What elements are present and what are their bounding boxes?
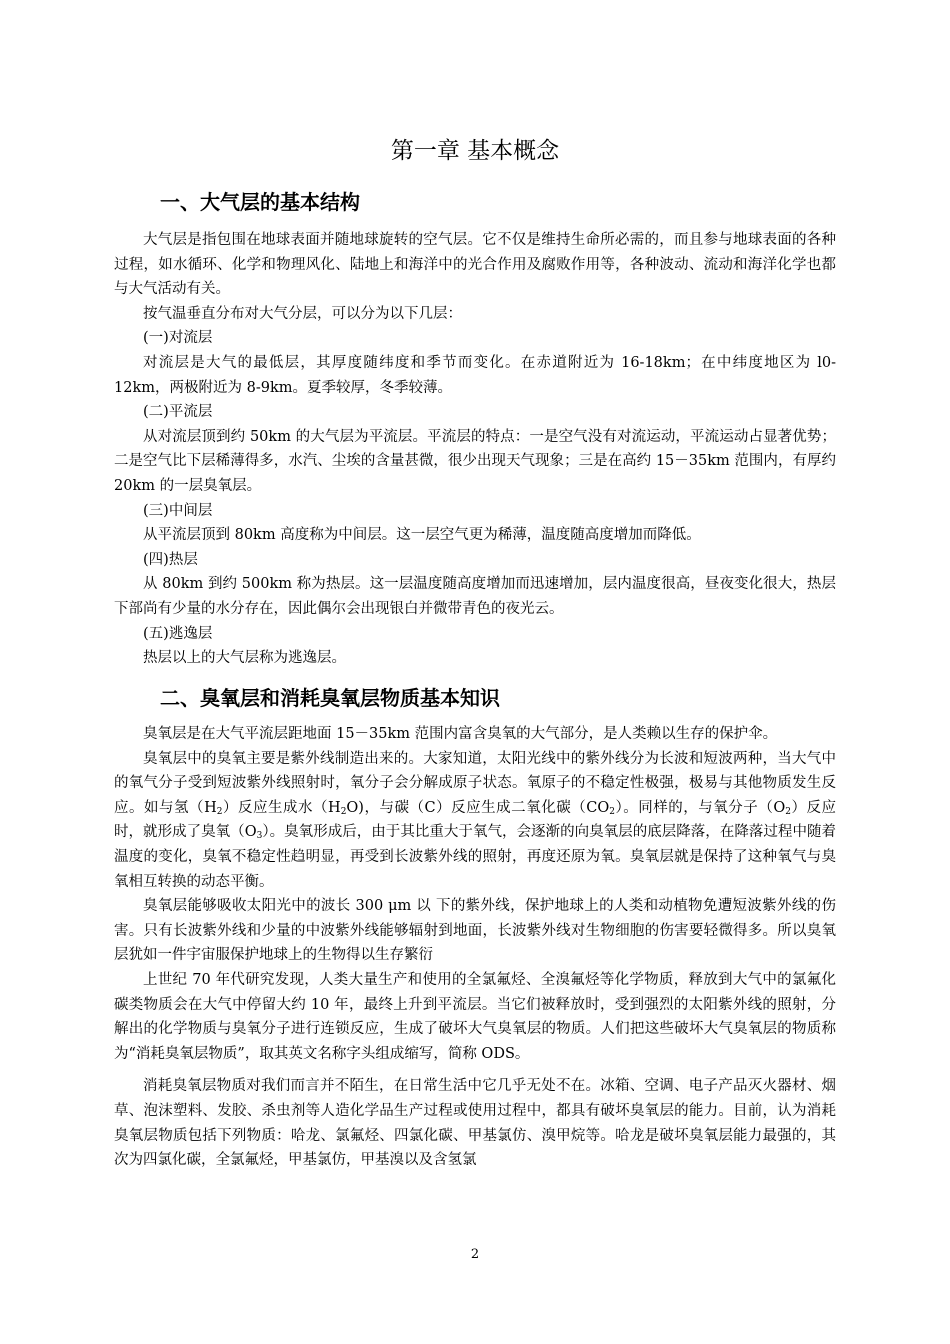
page-number: 2 — [470, 1247, 480, 1262]
subscript: 2 — [609, 806, 615, 817]
section-heading-ozone: 二、臭氧层和消耗臭氧层物质基本知识 — [160, 686, 500, 710]
text-run: ）。臭氧形成后，由于其比重大于氧气，会逐渐的向臭氧层的底层降落，在降落过程中随着温度的变化，臭氧不稳定性趋明显，再受到长波紫外线的照射，再度还原为氧。臭氧层就是保持了这种氧气与臭氧相互转换的动态平衡。 — [114, 824, 836, 890]
paragraph: 从平流层顶到 80km 高度称为中间层。这一层空气更为稀薄，温度随高度增加而降低。 — [143, 527, 701, 544]
section-body-ozone — [114, 722, 836, 1173]
paragraph: 臭氧层是在大气平流层距地面 15－35km 范围内富含臭氧的大气部分，是人类赖以生存的保护伞。 — [143, 726, 778, 742]
section-heading-atmosphere: 一、大气层的基本结构 — [160, 190, 360, 214]
text-run: O)，与碳（C）反应生成二氧化碳（CO — [346, 799, 610, 816]
list-item-label: (三)中间层 — [143, 502, 213, 519]
paragraph-chemistry — [114, 747, 836, 895]
paragraph: 大气层是指包围在地球表面并随地球旋转的空气层。它不仅是维持生命所必需的，而且参与地球表面的各种过程，如水循环、化学和物理风化、陆地上和海洋中的光合作用及腐败作用等，各种波动、流动和海洋化学也都与大气活动有关。 — [114, 232, 836, 298]
paragraph: 上世纪 70 年代研究发现，人类大量生产和使用的全氯氟烃、全溴氟烃等化学物质，释放到大气中的氯氟化碳类物质会在大气中停留大约 10 年，最终上升到平流层。当它们被释放时，受到强烈的太阳紫外线的照射，分解出的化学物质与臭氧分子进行连锁反应，生成了破坏大气臭氧层的物质。人们把这些破坏大气臭氧层的物质称为“消耗臭氧层物质”，取其英文名称字头组成缩写，简称 ODS。 — [114, 971, 836, 1062]
chapter-title: 第一章 基本概念 — [390, 138, 560, 164]
subscript: 2 — [340, 806, 347, 817]
paragraph: 对流层是大气的最低层，其厚度随纬度和季节而变化。在赤道附近为 16-18km；在中纬度地区为 l0-12km，两极附近为 8-9km。夏季较厚，冬季较薄。 — [114, 354, 836, 396]
text-run: ）反应生成水（H — [222, 799, 341, 816]
paragraph: 按气温垂直分布对大气分层，可以分为以下几层： — [143, 305, 462, 322]
list-item-label: (五)逃逸层 — [143, 625, 213, 642]
paragraph: 从 80km 到约 500km 称为热层。这一层温度随高度增加而迅速增加，层内温度很高，昼夜变化很大，热层下部尚有少量的水分存在，因此偶尔会出现银白并微带青色的夜光云。 — [114, 576, 836, 617]
paragraph: 臭氧层能够吸收太阳光中的波长 300 μm 以 下的紫外线，保护地球上的人类和动植物免遭短波紫外线的伤害。只有长波紫外线和少量的中波紫外线能够辐射到地面，长波紫外线对生物细胞的伤害要轻微得多。所以臭氧层犹如一件宇宙服保护地球上的生物得以生存繁衍 — [114, 898, 836, 964]
subscript: 2 — [216, 806, 223, 817]
subscript: 3 — [256, 831, 263, 842]
paragraph: 热层以上的大气层称为逃逸层。 — [143, 650, 346, 667]
list-item-label: (四)热层 — [143, 551, 198, 568]
text-run: 臭氧层中的臭氧主要是紫外线制造出来的。大家知道，太阳光线中的紫外线分为长波和短波两种，当大气中的氧气分子受到短波紫外线照射时，氧分子会分解成原子状态。氧原子的不稳定性极强，极易与其他物质发生反应。如与氢（H — [114, 750, 836, 816]
text-run: ）。同样的，与氧分子（O — [614, 799, 786, 816]
list-item-label: (二)平流层 — [143, 404, 213, 421]
text-run: ）反应时，就形成了臭氧（O — [114, 799, 836, 841]
paragraph: 从对流层顶到约 50km 的大气层为平流层。平流层的特点：一是空气没有对流运动，平流运动占显著优势；二是空气比下层稀薄得多，水汽、尘埃的含量甚微，很少出现天气现象；三是在高约 15－35km 范围内，有厚约 20km 的一层臭氧层。 — [114, 428, 836, 494]
subscript: 2 — [785, 806, 791, 817]
paragraph: 消耗臭氧层物质对我们而言并不陌生，在日常生活中它几乎无处不在。冰箱、空调、电子产品灭火器材、烟草、泡沫塑料、发胶、杀虫剂等人造化学品生产过程或使用过程中，都具有破坏臭氧层的能力。目前，认为消耗臭氧层物质包括下列物质：哈龙、氯氟烃、四氯化碳、甲基氯仿、溴甲烷等。哈龙是破坏臭氧层能力最强的，其次为四氯化碳，全氯氟烃，甲基氯仿，甲基溴以及含氢氯 — [114, 1078, 836, 1169]
list-item-label: (一)对流层 — [143, 330, 213, 347]
section-body-atmosphere — [114, 228, 836, 671]
